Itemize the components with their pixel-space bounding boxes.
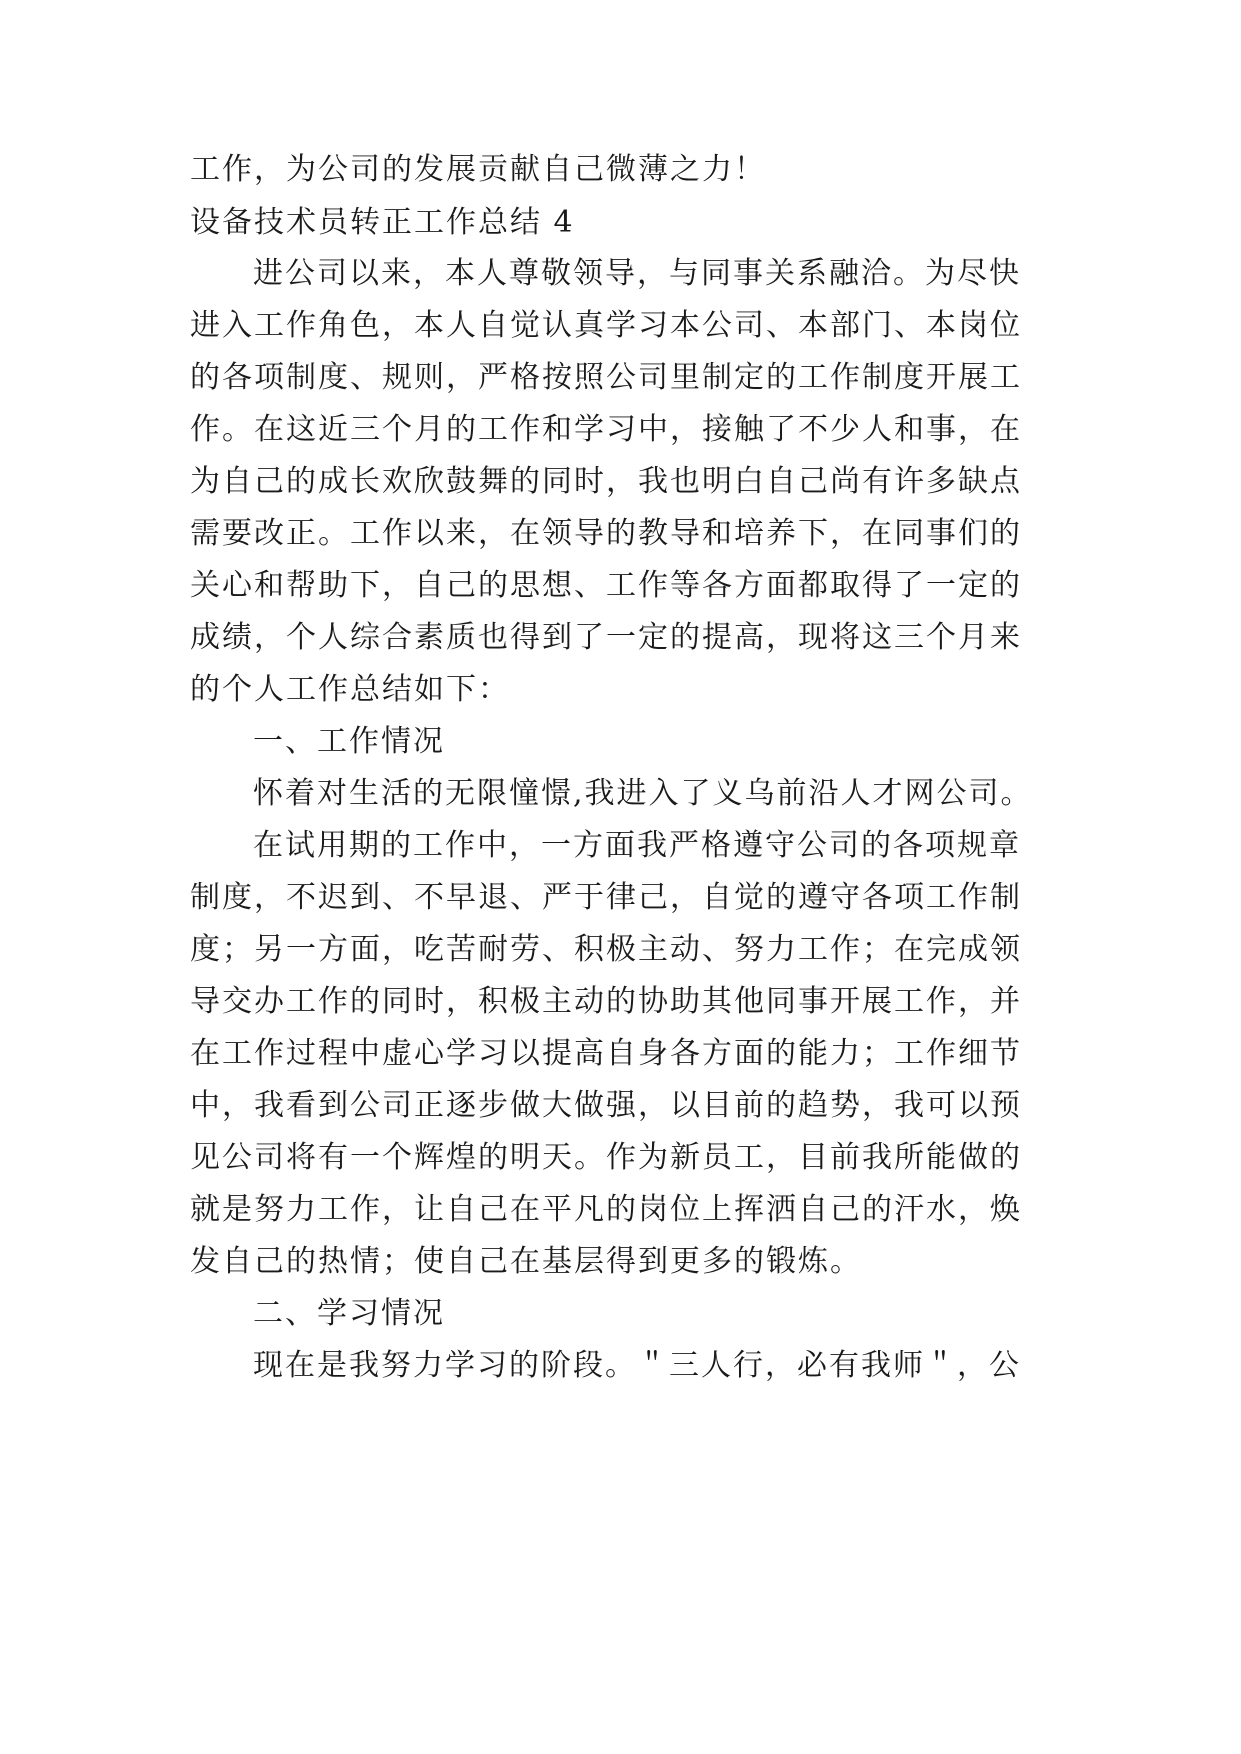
text-line: 进入工作角色，本人自觉认真学习本公司、本部门、本岗位 — [190, 308, 1022, 343]
text-line: 导交办工作的同时，积极主动的协助其他同事开展工作，并 — [190, 984, 1022, 1019]
text-line: 见公司将有一个辉煌的明天。作为新员工，目前我所能做的 — [190, 1140, 1022, 1175]
text-line: 的各项制度、规则，严格按照公司里制定的工作制度开展工 — [190, 360, 1022, 395]
text-line: 关心和帮助下，自己的思想、工作等各方面都取得了一定的 — [190, 568, 1022, 603]
section-heading: 一、工作情况 — [253, 724, 445, 759]
text-line: 制度，不迟到、不早退、严于律己，自觉的遵守各项工作制 — [190, 880, 1022, 915]
text-line: 中，我看到公司正逐步做大做强，以目前的趋势，我可以预 — [190, 1088, 1022, 1123]
text-line: 现在是我努力学习的阶段。＂三人行，必有我师＂，公 — [253, 1348, 1021, 1383]
section-title: 设备技术员转正工作总结 4 — [190, 205, 575, 240]
text-line: 怀着对生活的无限憧憬,我进入了义乌前沿人才网公司。 — [253, 776, 1033, 811]
text-line: 就是努力工作，让自己在平凡的岗位上挥洒自己的汗水，焕 — [190, 1192, 1022, 1227]
text-line: 度；另一方面，吃苦耐劳、积极主动、努力工作；在完成领 — [190, 932, 1022, 967]
text-line: 需要改正。工作以来，在领导的教导和培养下，在同事们的 — [190, 516, 1022, 551]
section-heading: 二、学习情况 — [253, 1296, 445, 1331]
text-line: 进公司以来，本人尊敬领导，与同事关系融洽。为尽快 — [253, 256, 1021, 291]
text-line: 发自己的热情；使自己在基层得到更多的锻炼。 — [190, 1244, 862, 1279]
text-line: 在试用期的工作中，一方面我严格遵守公司的各项规章 — [253, 828, 1021, 863]
text-line: 为自己的成长欢欣鼓舞的同时，我也明白自己尚有许多缺点 — [190, 464, 1022, 499]
text-line: 成绩，个人综合素质也得到了一定的提高，现将这三个月来 — [190, 620, 1022, 655]
text-line: 在工作过程中虚心学习以提高自身各方面的能力；工作细节 — [190, 1036, 1022, 1071]
text-line: 工作，为公司的发展贡献自己微薄之力！ — [190, 152, 766, 187]
text-line: 的个人工作总结如下： — [190, 672, 510, 707]
text-line: 作。在这近三个月的工作和学习中，接触了不少人和事，在 — [190, 412, 1022, 447]
